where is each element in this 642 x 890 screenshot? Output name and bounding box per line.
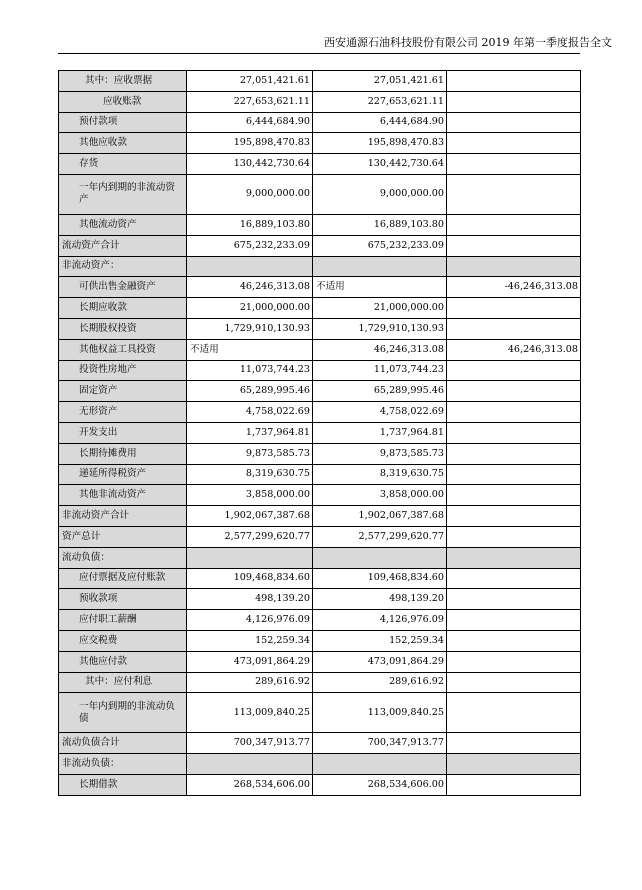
balance-sheet-body bbox=[59, 71, 581, 796]
cell-c3 bbox=[447, 402, 581, 423]
cell-c3 bbox=[447, 610, 581, 631]
cell-c2 bbox=[313, 754, 447, 775]
table-row bbox=[59, 651, 581, 672]
table-row bbox=[59, 693, 581, 733]
cell-c3 bbox=[447, 526, 581, 547]
cell-c1: 27,051,421.61 bbox=[187, 71, 313, 92]
table-row bbox=[59, 672, 581, 693]
table-row bbox=[59, 610, 581, 631]
cell-c2: 6,444,684.90 bbox=[313, 112, 447, 133]
cell-c2: 109,468,834.60 bbox=[313, 568, 447, 589]
row-label: 可供出售金融资产 bbox=[59, 277, 187, 298]
table-row bbox=[59, 256, 581, 277]
cell-c1: 3,858,000.00 bbox=[187, 485, 313, 506]
cell-c3 bbox=[447, 381, 581, 402]
cell-c2: 289,616.92 bbox=[313, 672, 447, 693]
cell-c1: 498,139.20 bbox=[187, 589, 313, 610]
cell-c1 bbox=[187, 547, 313, 568]
row-label: 长期待摊费用 bbox=[59, 443, 187, 464]
cell-c1: 46,246,313.08 bbox=[187, 277, 313, 298]
cell-c2: 不适用 bbox=[313, 277, 447, 298]
header-rule bbox=[58, 53, 580, 54]
table-row bbox=[59, 235, 581, 256]
table-row bbox=[59, 754, 581, 775]
cell-c2: 4,126,976.09 bbox=[313, 610, 447, 631]
row-label: 非流动负债： bbox=[59, 754, 187, 775]
row-label: 其中：应收票据 bbox=[59, 71, 187, 92]
cell-c3 bbox=[447, 464, 581, 485]
cell-c1: 700,347,913.77 bbox=[187, 733, 313, 754]
row-label: 预收款项 bbox=[59, 589, 187, 610]
cell-c3 bbox=[447, 672, 581, 693]
row-label: 长期应收款 bbox=[59, 298, 187, 319]
cell-c1: 109,468,834.60 bbox=[187, 568, 313, 589]
cell-c1: 6,444,684.90 bbox=[187, 112, 313, 133]
cell-c2: 11,073,744.23 bbox=[313, 360, 447, 381]
table-row bbox=[59, 568, 581, 589]
page-header: 西安通源石油科技股份有限公司 2019 年第一季度报告全文 bbox=[324, 36, 612, 49]
cell-c2: 130,442,730.64 bbox=[313, 154, 447, 175]
row-label: 长期借款 bbox=[59, 774, 187, 795]
cell-c3 bbox=[447, 422, 581, 443]
cell-c3: 46,246,313.08 bbox=[447, 339, 581, 360]
cell-c3: -46,246,313.08 bbox=[447, 277, 581, 298]
cell-c1: 113,009,840.25 bbox=[187, 693, 313, 733]
table-row bbox=[59, 339, 581, 360]
cell-c3 bbox=[447, 547, 581, 568]
row-label: 一年内到期的非流动资产 bbox=[59, 174, 187, 214]
cell-c3 bbox=[447, 733, 581, 754]
cell-c2: 1,902,067,387.68 bbox=[313, 506, 447, 527]
cell-c1: 4,126,976.09 bbox=[187, 610, 313, 631]
cell-c3 bbox=[447, 298, 581, 319]
cell-c1 bbox=[187, 256, 313, 277]
cell-c1 bbox=[187, 754, 313, 775]
cell-c3 bbox=[447, 71, 581, 92]
cell-c1: 21,000,000.00 bbox=[187, 298, 313, 319]
table-row bbox=[59, 547, 581, 568]
cell-c2: 1,737,964.81 bbox=[313, 422, 447, 443]
cell-c3 bbox=[447, 693, 581, 733]
cell-c2: 2,577,299,620.77 bbox=[313, 526, 447, 547]
table-row bbox=[59, 174, 581, 214]
cell-c2: 27,051,421.61 bbox=[313, 71, 447, 92]
row-label: 开发支出 bbox=[59, 422, 187, 443]
cell-c2: 113,009,840.25 bbox=[313, 693, 447, 733]
table-row bbox=[59, 485, 581, 506]
cell-c1: 11,073,744.23 bbox=[187, 360, 313, 381]
cell-c3 bbox=[447, 235, 581, 256]
cell-c3 bbox=[447, 318, 581, 339]
table-row bbox=[59, 422, 581, 443]
row-label: 应交税费 bbox=[59, 630, 187, 651]
row-label: 其他非流动资产 bbox=[59, 485, 187, 506]
cell-c1: 473,091,864.29 bbox=[187, 651, 313, 672]
cell-c1: 675,232,233.09 bbox=[187, 235, 313, 256]
row-label: 预付款项 bbox=[59, 112, 187, 133]
cell-c3 bbox=[447, 774, 581, 795]
cell-c1: 268,534,606.00 bbox=[187, 774, 313, 795]
cell-c1: 195,898,470.83 bbox=[187, 133, 313, 154]
cell-c3 bbox=[447, 485, 581, 506]
row-label: 非流动资产合计 bbox=[59, 506, 187, 527]
cell-c3 bbox=[447, 112, 581, 133]
row-label: 流动负债合计 bbox=[59, 733, 187, 754]
table-row bbox=[59, 381, 581, 402]
row-label: 流动资产合计 bbox=[59, 235, 187, 256]
row-label: 流动负债： bbox=[59, 547, 187, 568]
table-row bbox=[59, 133, 581, 154]
cell-c1: 16,889,103.80 bbox=[187, 214, 313, 235]
cell-c2: 3,858,000.00 bbox=[313, 485, 447, 506]
cell-c3 bbox=[447, 91, 581, 112]
row-label: 固定资产 bbox=[59, 381, 187, 402]
cell-c1: 1,737,964.81 bbox=[187, 422, 313, 443]
balance-sheet-table bbox=[58, 70, 581, 796]
cell-c1: 8,319,630.75 bbox=[187, 464, 313, 485]
table-row bbox=[59, 589, 581, 610]
cell-c2: 498,139.20 bbox=[313, 589, 447, 610]
cell-c1: 9,000,000.00 bbox=[187, 174, 313, 214]
cell-c3 bbox=[447, 360, 581, 381]
cell-c1: 4,758,022.69 bbox=[187, 402, 313, 423]
table-row bbox=[59, 112, 581, 133]
cell-c1: 2,577,299,620.77 bbox=[187, 526, 313, 547]
cell-c1: 1,902,067,387.68 bbox=[187, 506, 313, 527]
cell-c2: 1,729,910,130.93 bbox=[313, 318, 447, 339]
table-row bbox=[59, 630, 581, 651]
cell-c3 bbox=[447, 443, 581, 464]
table-row bbox=[59, 318, 581, 339]
cell-c2: 65,289,995.46 bbox=[313, 381, 447, 402]
table-row bbox=[59, 464, 581, 485]
cell-c1: 65,289,995.46 bbox=[187, 381, 313, 402]
cell-c2: 9,873,585.73 bbox=[313, 443, 447, 464]
cell-c3 bbox=[447, 754, 581, 775]
table-row bbox=[59, 506, 581, 527]
row-label: 应付职工薪酬 bbox=[59, 610, 187, 631]
row-label: 存货 bbox=[59, 154, 187, 175]
row-label: 其他应收款 bbox=[59, 133, 187, 154]
cell-c2: 4,758,022.69 bbox=[313, 402, 447, 423]
cell-c2: 227,653,621.11 bbox=[313, 91, 447, 112]
row-label: 其中：应付利息 bbox=[59, 672, 187, 693]
cell-c1: 227,653,621.11 bbox=[187, 91, 313, 112]
cell-c2: 473,091,864.29 bbox=[313, 651, 447, 672]
row-label: 应付票据及应付账款 bbox=[59, 568, 187, 589]
cell-c2: 700,347,913.77 bbox=[313, 733, 447, 754]
row-label: 非流动资产： bbox=[59, 256, 187, 277]
cell-c3 bbox=[447, 506, 581, 527]
cell-c3 bbox=[447, 630, 581, 651]
cell-c2 bbox=[313, 547, 447, 568]
row-label: 无形资产 bbox=[59, 402, 187, 423]
row-label: 长期股权投资 bbox=[59, 318, 187, 339]
table-row bbox=[59, 71, 581, 92]
cell-c3 bbox=[447, 214, 581, 235]
table-row bbox=[59, 733, 581, 754]
cell-c1: 152,259.34 bbox=[187, 630, 313, 651]
cell-c3 bbox=[447, 568, 581, 589]
table-row bbox=[59, 360, 581, 381]
cell-c2: 46,246,313.08 bbox=[313, 339, 447, 360]
cell-c2: 21,000,000.00 bbox=[313, 298, 447, 319]
table-row bbox=[59, 298, 581, 319]
table-row bbox=[59, 526, 581, 547]
cell-c3 bbox=[447, 589, 581, 610]
cell-c1: 9,873,585.73 bbox=[187, 443, 313, 464]
cell-c3 bbox=[447, 174, 581, 214]
row-label: 一年内到期的非流动负债 bbox=[59, 693, 187, 733]
table-row bbox=[59, 154, 581, 175]
row-label: 资产总计 bbox=[59, 526, 187, 547]
cell-c3 bbox=[447, 651, 581, 672]
table-row bbox=[59, 91, 581, 112]
cell-c1: 1,729,910,130.93 bbox=[187, 318, 313, 339]
row-label: 递延所得税资产 bbox=[59, 464, 187, 485]
table-row bbox=[59, 214, 581, 235]
row-label: 其他应付款 bbox=[59, 651, 187, 672]
cell-c2: 9,000,000.00 bbox=[313, 174, 447, 214]
cell-c3 bbox=[447, 133, 581, 154]
row-label: 其他权益工具投资 bbox=[59, 339, 187, 360]
table-row bbox=[59, 443, 581, 464]
cell-c3 bbox=[447, 256, 581, 277]
cell-c2: 675,232,233.09 bbox=[313, 235, 447, 256]
cell-c1: 不适用 bbox=[187, 339, 313, 360]
row-label: 投资性房地产 bbox=[59, 360, 187, 381]
cell-c2: 268,534,606.00 bbox=[313, 774, 447, 795]
cell-c1: 289,616.92 bbox=[187, 672, 313, 693]
cell-c2 bbox=[313, 256, 447, 277]
cell-c3 bbox=[447, 154, 581, 175]
cell-c2: 152,259.34 bbox=[313, 630, 447, 651]
table-row bbox=[59, 774, 581, 795]
row-label: 应收账款 bbox=[59, 91, 187, 112]
table-row bbox=[59, 277, 581, 298]
cell-c2: 195,898,470.83 bbox=[313, 133, 447, 154]
table-row bbox=[59, 402, 581, 423]
cell-c2: 16,889,103.80 bbox=[313, 214, 447, 235]
cell-c1: 130,442,730.64 bbox=[187, 154, 313, 175]
cell-c2: 8,319,630.75 bbox=[313, 464, 447, 485]
row-label: 其他流动资产 bbox=[59, 214, 187, 235]
